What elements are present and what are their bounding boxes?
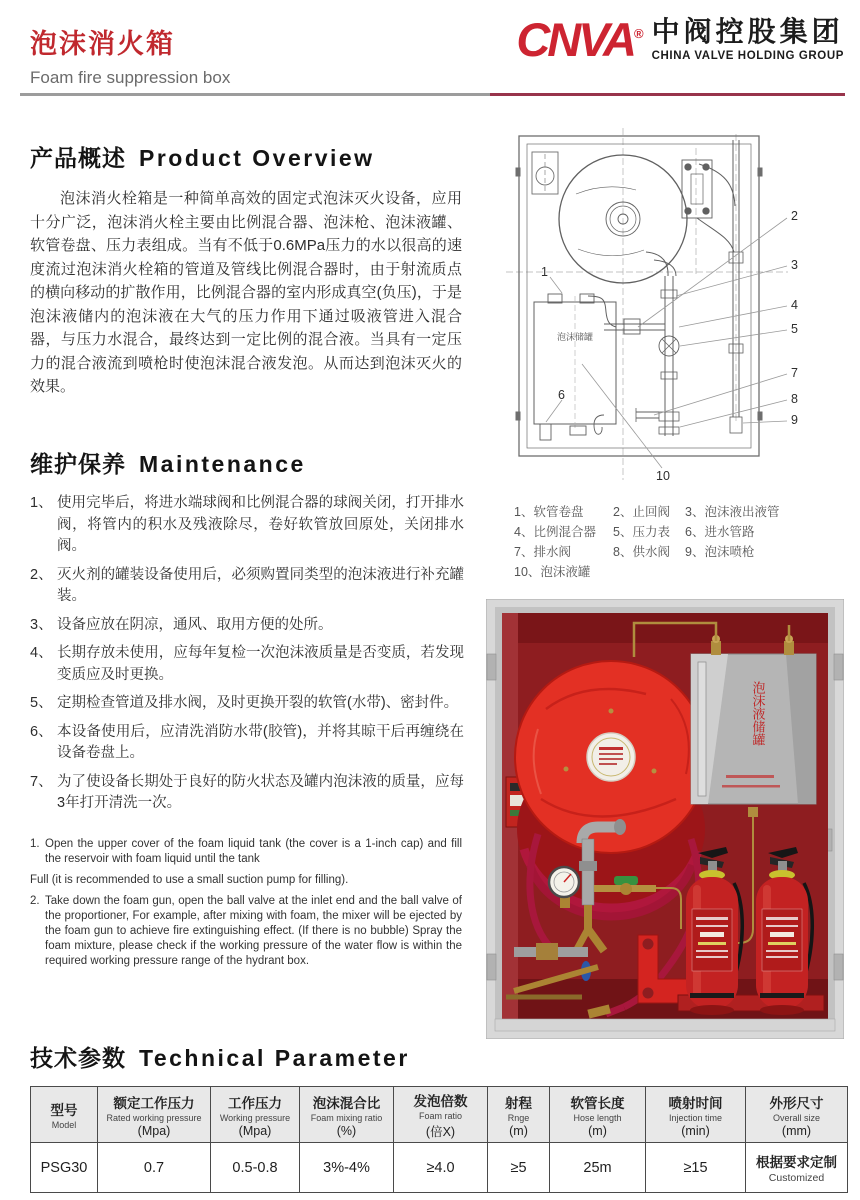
note-number: 1. xyxy=(30,838,40,850)
tech-heading-en: Technical Parameter xyxy=(139,1045,410,1071)
callout-1: 1 xyxy=(541,265,548,279)
callout-10: 10 xyxy=(656,469,670,483)
table-cell: 25m xyxy=(550,1143,646,1193)
company-name-block xyxy=(652,17,844,62)
interior-shadow-top xyxy=(502,613,828,643)
item-number: 6、 xyxy=(30,723,53,740)
note-continuation: Full (it is recommended to use a small suction pump for filling). xyxy=(30,874,349,886)
table-cell: 3%-4% xyxy=(300,1143,394,1193)
legend-item: 10、泡沫液罐 xyxy=(514,565,591,579)
overview-heading xyxy=(30,140,462,173)
table-header-cell: 发泡倍数 Foam ratio (倍X) xyxy=(394,1087,488,1143)
diagram-foam-tank xyxy=(534,294,616,440)
note-item xyxy=(30,837,462,867)
maintenance-item xyxy=(30,493,464,558)
legend-item: 1、软管卷盘 xyxy=(514,505,584,519)
diagram-legend xyxy=(514,502,779,582)
callout-8: 8 xyxy=(791,392,798,406)
item-text: 设备应放在阴凉，通风、取用方便的处所。 xyxy=(57,616,333,633)
table-cell-model: PSG30 xyxy=(31,1143,98,1193)
company-name-en: CHINA VALVE HOLDING GROUP xyxy=(651,49,844,62)
legend-item: 3、泡沫液出液管 xyxy=(685,505,780,519)
product-diagram xyxy=(486,124,846,486)
legend-item: 4、比例混合器 xyxy=(514,525,596,539)
company-logo xyxy=(516,13,844,66)
table-header-cell: 喷射时间 Injection time (min) xyxy=(646,1087,746,1143)
company-name-cn: 中阀控股集团 xyxy=(651,16,844,48)
table-cell-customized: 根据要求定制 Customized xyxy=(746,1143,848,1193)
table-header-cell: 射程 Rnge (m) xyxy=(488,1087,550,1143)
note-item xyxy=(30,894,462,969)
diagram-centerlines xyxy=(506,128,788,480)
diagram-pipes xyxy=(588,140,743,436)
header-divider xyxy=(20,93,845,96)
section-technical-parameters xyxy=(30,1040,847,1193)
item-text: 本设备使用后，应清洗消防水带(胶管)，并将其晾干后再缠绕在设备卷盘上。 xyxy=(57,723,464,761)
item-number: 1、 xyxy=(30,495,53,511)
item-number: 3、 xyxy=(30,616,53,633)
table-cell: ≥15 xyxy=(646,1143,746,1193)
registered-mark: ® xyxy=(634,26,644,41)
page-title-en: Foam fire suppression box xyxy=(30,68,231,87)
cabinet-sill xyxy=(495,1019,835,1031)
item-text: 灭火剂的罐装设备使用后，必须购置同类型的泡沫液进行补充罐装。 xyxy=(57,566,464,604)
maintenance-heading-en: Maintenance xyxy=(139,451,306,477)
legend-item: 7、排水阀 xyxy=(514,545,571,559)
table-data-row xyxy=(31,1143,848,1193)
technical-parameter-table xyxy=(30,1086,848,1193)
item-text: 使用完毕后，将进水端球阀和比例混合器的球阀关闭，打开排水阀，将管内的积水及残液除尽，卷好软管放回原处，关闭排水阀。 xyxy=(57,495,464,554)
divider-gray-segment xyxy=(20,93,490,96)
tech-heading-cn: 技术参数 xyxy=(30,1045,126,1071)
table-header-cell: 外形尺寸 Overall size (mm) xyxy=(746,1087,848,1143)
table-header-cell: 软管长度 Hose length (m) xyxy=(550,1087,646,1143)
maintenance-item xyxy=(30,643,464,686)
callout-5: 5 xyxy=(791,322,798,336)
table-header-cell: 型号 Model xyxy=(31,1087,98,1143)
table-header-row xyxy=(31,1087,848,1143)
page-title-block xyxy=(30,22,230,88)
item-text: 定期检查管道及排水阀，及时更换开裂的软管(水带)、密封件。 xyxy=(57,695,459,711)
callout-7: 7 xyxy=(791,366,798,380)
callout-6: 6 xyxy=(558,388,565,402)
diagram-tank-label: 泡沫储罐 xyxy=(556,332,594,342)
overview-heading-en: Product Overview xyxy=(139,145,375,171)
table-header-cell: 工作压力 Working pressure (Mpa) xyxy=(211,1087,300,1143)
item-number: 4、 xyxy=(30,645,53,661)
item-number: 5、 xyxy=(30,695,53,711)
table-header-cell: 额定工作压力 Rated working pressure (Mpa) xyxy=(98,1087,211,1143)
page-title-cn: 泡沫消火箱 xyxy=(30,29,175,59)
diagram-gauge-symbol xyxy=(532,152,558,194)
maintenance-heading xyxy=(30,446,464,479)
product-photo xyxy=(486,599,844,1039)
note-text: Open the upper cover of the foam liquid tank (the cover is a 1-inch cap) and fill the reservoir with foam liquid until the tank xyxy=(45,838,462,865)
legend-item: 2、止回阀 xyxy=(613,505,670,519)
foam-liquid-tank xyxy=(691,635,816,817)
maintenance-item xyxy=(30,772,464,815)
maintenance-item xyxy=(30,565,464,608)
section-product-overview xyxy=(30,140,462,399)
callout-4: 4 xyxy=(791,298,798,312)
legend-item: 9、泡沫喷枪 xyxy=(685,545,755,559)
photo-svg xyxy=(486,599,844,1039)
tech-heading xyxy=(30,1040,847,1073)
callout-3: 3 xyxy=(791,258,798,272)
table-cell: 0.7 xyxy=(98,1143,211,1193)
maintenance-list xyxy=(30,493,464,815)
table-header-cell: 泡沫混合比 Foam mixing ratio (%) xyxy=(300,1087,394,1143)
item-text: 长期存放未使用，应每年复检一次泡沫液质量是否变质，若发现变质应及时更换。 xyxy=(57,645,464,683)
cnva-logo-text: CNVA® xyxy=(516,13,644,66)
section-english-notes xyxy=(30,837,462,975)
divider-red-segment xyxy=(490,93,845,96)
item-text: 为了使设备长期处于良好的防火状态及罐内泡沫液的质量，应每3年打开清洗一次。 xyxy=(57,773,464,811)
maintenance-item xyxy=(30,615,464,637)
hose-reel xyxy=(515,661,707,916)
table-cell: ≥4.0 xyxy=(394,1143,488,1193)
section-maintenance xyxy=(30,446,464,822)
note-text: Take down the foam gun, open the ball valve at the inlet end and the ball valve of the proportioner, For example, after mixing with foam, the mixer will be ejected by the foam gun to achieve fire extinguishing effect. (If there is no bubble) Spray the foam mixture, please check if the working pressure of the water flow is within the required working pressure range of the hydrant box. xyxy=(45,895,462,967)
diagram-svg xyxy=(486,124,846,486)
maintenance-heading-cn: 维护保养 xyxy=(30,451,126,477)
item-number: 7、 xyxy=(30,773,53,790)
legend-item: 6、进水管路 xyxy=(685,525,755,539)
maintenance-item xyxy=(30,722,464,765)
legend-item: 5、压力表 xyxy=(613,525,670,539)
overview-heading-cn: 产品概述 xyxy=(30,145,126,171)
maintenance-item xyxy=(30,693,464,715)
diagram-cabinet-outline xyxy=(516,136,762,456)
item-number: 2、 xyxy=(30,566,53,583)
table-cell: 0.5-0.8 xyxy=(211,1143,300,1193)
tank-label-text: 泡沫液储罐 xyxy=(750,681,766,746)
table-cell: ≥5 xyxy=(488,1143,550,1193)
callout-2: 2 xyxy=(791,209,798,223)
diagram-outlet-bracket xyxy=(682,160,712,218)
note-number: 2. xyxy=(30,895,40,907)
callout-9: 9 xyxy=(791,413,798,427)
legend-item: 8、供水阀 xyxy=(613,545,670,559)
overview-body: 泡沫消火栓箱是一种简单高效的固定式泡沫灭火设备，应用十分广泛，泡沫消火栓主要由比例混合器、泡沫枪、泡沫液罐、软管卷盘、压力表组成。当有不低于0.6MPa压力的水以很高的速度流过泡沫消火栓箱的管道及管线比例混合器时，由于射流质点的横向移动的扩散作用，比例混合器的室内形成真空(负压)，于是泡沫液储内的泡沫液在大气的压力作用下通过吸液管进入混合器，与压力水混合，最终达到一定比例的混合液。当具有一定压力的混合液流到喷枪时使泡沫混合液发泡。从而达到泡沫灭火的效果。 xyxy=(30,190,462,395)
